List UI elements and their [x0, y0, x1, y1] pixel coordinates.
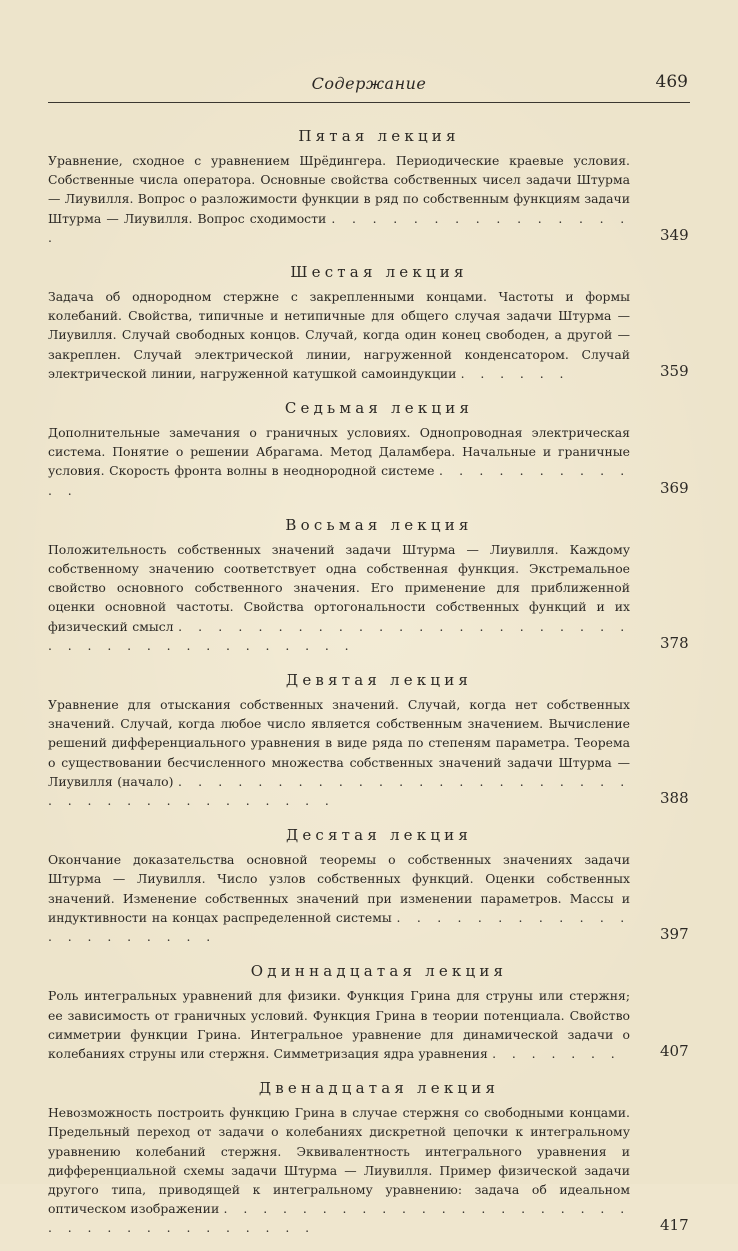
section-entry [48, 850, 689, 946]
dot-leader: . . . . . . . . . . . . . . . . . . . . . . . . . . . . . . . . . . . . . . [48, 773, 630, 809]
section-entry [48, 540, 689, 655]
lecture-section-9 [48, 668, 690, 810]
dot-leader: . . . . . . . . . . . . . . . . . . . . . . . . . . . . . . . . . . . . . . . [48, 618, 630, 653]
page-header [48, 64, 690, 103]
dot-leader: . . . . . . [460, 365, 570, 381]
section-title: Седьмая лекция [284, 399, 474, 418]
lecture-section-6 [48, 260, 690, 383]
section-description: Окончание доказательства основной теоремы о собственных значениях задачи Штурма — Лиувилля. Число узлов собственных функций. Оценки собственных значений. Изменение собственных значений при изменении параметров. Массы и индуктивности на концах распределенной системы [48, 852, 630, 925]
section-entry [48, 287, 689, 383]
section-description: Роль интегральных уравнений для физики. Функция Грина для струны или стержня; ее зависимость от граничных условий. Функция Грина в теории потенциала. Свойство симметрии функции Грина. Интегральное уравнение для динамической задачи о колебаниях струны или стержня. Симметризация ядра уравнения [48, 988, 630, 1061]
lecture-section-5 [48, 124, 690, 247]
dot-leader: . . . . . . . [492, 1045, 621, 1061]
section-entry [48, 986, 689, 1063]
page-number: 469 [655, 72, 688, 92]
section-title: Десятая лекция [285, 826, 473, 845]
section-page-number: 407 [660, 1041, 689, 1060]
section-entry [48, 423, 689, 500]
section-description: Невозможность построить функцию Грина в случае стержня со свободными концами. Предельный переход от задачи о колебаниях дискретной цепочки к интегральному уравнению колебаний стержня. Эквивалентность интегрального уравнения и дифференциальной схемы задачи Штурма — Лиувилля. Пример физической задачи другого типа, приводящей к интегральному уравнению: задача об идеальном оптическом изображении [48, 1105, 630, 1217]
section-entry [48, 695, 689, 810]
lecture-section-8 [48, 513, 690, 655]
section-description: Уравнение для отыскания собственных значений. Случай, когда нет собственных значений. Случай, когда любое число является собственным значением. Вычисление решений дифференциального уравнения в виде ряда по степеням параметра. Теорема о существовании бесчисленного множества собственных значений задачи Штурма — Лиувилля (начало) [48, 697, 630, 789]
lecture-section-7 [48, 396, 690, 500]
dot-leader: . . . . . . . . . . . . . . . . . . . . . [48, 909, 630, 945]
section-page-number: 378 [660, 633, 689, 652]
section-title: Одиннадцатая лекция [250, 962, 508, 981]
section-title: Шестая лекция [290, 263, 468, 282]
running-title: Содержание [311, 74, 427, 93]
dot-leader: . . . . . . . . . . . . . . . . . . . . . . . . . . . . . . . . . . . [48, 1201, 630, 1236]
section-title: Девятая лекция [285, 671, 473, 690]
section-description: Уравнение, сходное с уравнением Шрёдингера. Периодические краевые условия. Собственные числа оператора. Основные свойства собственных чисел задачи Штурма — Лиувилля. Вопрос о разложимости функции в ряд по собственным функциям задачи Штурма — Лиувилля. Вопрос сходимости [48, 153, 630, 226]
section-title: Восьмая лекция [285, 515, 473, 534]
section-page-number: 359 [660, 361, 689, 380]
section-entry [48, 1103, 689, 1237]
lecture-section-12 [48, 1076, 690, 1237]
dot-leader: . . . . . . . . . . . . [48, 463, 630, 498]
section-page-number: 349 [660, 225, 689, 244]
section-title: Пятая лекция [298, 127, 460, 145]
lecture-section-11 [48, 959, 690, 1063]
section-page-number: 397 [660, 925, 689, 944]
section-description: Дополнительные замечания о граничных условиях. Однопроводная электрическая система. Понятие о решении Абрагама. Метод Даламбера. Начальные и граничные условия. Скорость фронта волны в неоднородной системе [48, 425, 630, 479]
section-page-number: 417 [660, 1216, 689, 1235]
section-description: Положительность собственных значений задачи Штурма — Лиувилля. Каждому собственному значению соответствует одна собственная функция. Экстремальное свойство основного собственного значения. Его применение для приближенной оценки основной частоты. Свойства ортогональности собственных функций и их физический смысл [48, 541, 630, 634]
dot-leader: . . . . . . . . . . . . . . . . [48, 210, 630, 245]
section-description: Задача об однородном стержне с закрепленными концами. Частоты и формы колебаний. Свойства, типичные и нетипичные для общего случая задачи Штурма — Лиувилля. Случай свободных концов. Случай, когда один конец свободен, а другой — закреплен. Случай электрической линии, нагруженной конденсатором. Случай электрической линии, нагруженной катушкой самоиндукции [48, 289, 630, 381]
section-page-number: 388 [660, 789, 689, 808]
table-of-contents [48, 124, 690, 1251]
section-title: Двенадцатая лекция [258, 1079, 500, 1098]
section-entry [48, 151, 689, 247]
lecture-section-10 [48, 823, 690, 946]
section-page-number: 369 [660, 478, 689, 497]
